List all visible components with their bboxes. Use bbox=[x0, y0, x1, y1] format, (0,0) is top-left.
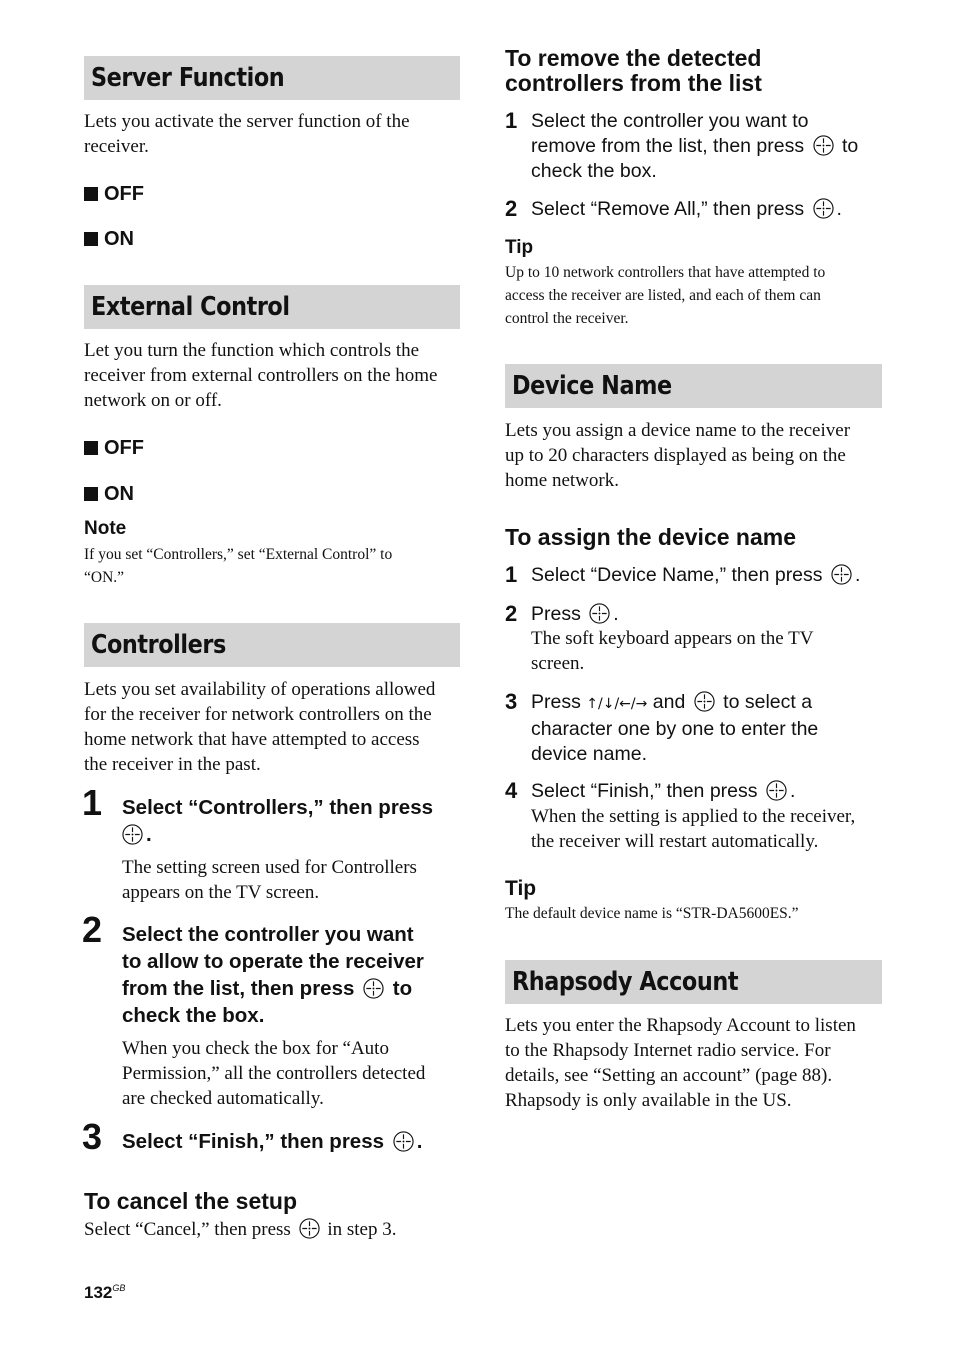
section-title: Server Function bbox=[91, 63, 285, 93]
assign-device-name-heading: To assign the device name bbox=[505, 524, 797, 550]
text-fragment: Select “Finish,” then press bbox=[531, 780, 758, 802]
text-line: character one by one to enter the bbox=[531, 718, 819, 740]
text-line: Lets you activate the server function of the bbox=[84, 111, 410, 132]
text-line: controllers from the list bbox=[505, 70, 762, 96]
text-line: Permission,” all the controllers detected bbox=[122, 1063, 426, 1084]
text-line: Select the controller you want to bbox=[531, 110, 809, 132]
text-fragment: and bbox=[652, 691, 686, 713]
text-fragment: . bbox=[789, 780, 796, 802]
text-line: are checked automatically. bbox=[122, 1088, 324, 1109]
option-label: OFF bbox=[104, 183, 144, 205]
text-line: The soft keyboard appears on the TV bbox=[531, 628, 814, 649]
note-text bbox=[84, 543, 460, 589]
option-label: ON bbox=[104, 483, 134, 505]
step-2-detail bbox=[122, 1036, 467, 1111]
text-fragment: Press bbox=[531, 691, 581, 713]
text-fragment: . bbox=[854, 564, 861, 586]
section-header-server-function bbox=[84, 56, 460, 100]
option-off bbox=[84, 436, 144, 460]
text-fragment: to select a bbox=[723, 691, 813, 713]
assign-step-4 bbox=[531, 779, 886, 804]
enter-button-icon bbox=[363, 978, 384, 999]
option-label: OFF bbox=[104, 437, 144, 459]
text-line: appears on the TV screen. bbox=[122, 882, 320, 903]
enter-button-icon bbox=[813, 198, 834, 219]
text-line: Select “Controllers,” then press bbox=[122, 796, 434, 819]
text-line: up to 20 characters displayed as being on the bbox=[505, 445, 846, 466]
section-header-controllers bbox=[84, 623, 460, 667]
enter-button-icon bbox=[831, 564, 852, 585]
text-fragment: Select “Finish,” then press bbox=[122, 1130, 385, 1153]
text-fragment: in step 3. bbox=[327, 1219, 397, 1240]
tip-text: The default device name is “STR-DA5600ES.” bbox=[505, 905, 799, 922]
enter-button-icon bbox=[122, 824, 143, 845]
page-number bbox=[84, 1283, 125, 1303]
text-line: to the Rhapsody Internet radio service. For bbox=[505, 1040, 831, 1061]
text-line: access the receiver are listed, and each of them can bbox=[505, 287, 821, 304]
text-line: details, see “Setting an account” (page 88). bbox=[505, 1065, 833, 1086]
assign-step-3 bbox=[531, 690, 886, 767]
remove-step-2 bbox=[531, 197, 886, 222]
step-number: 1 bbox=[82, 782, 103, 823]
text-line: screen. bbox=[531, 653, 585, 674]
step-number: 4 bbox=[505, 778, 518, 803]
text-fragment: . bbox=[836, 198, 842, 220]
remove-step-1 bbox=[531, 109, 886, 184]
text-line: If you set “Controllers,” set “External Control” to bbox=[84, 546, 393, 563]
step-number: 2 bbox=[505, 601, 518, 626]
device-name-description bbox=[505, 418, 882, 493]
enter-button-icon bbox=[589, 603, 610, 624]
text-fragment: from the list, then press bbox=[122, 977, 355, 1000]
text-fragment: . bbox=[416, 1130, 423, 1153]
text-line: To remove the detected bbox=[505, 45, 762, 71]
step-3-text bbox=[122, 1128, 467, 1155]
text-line: for the receiver for network controllers on the bbox=[84, 704, 432, 725]
text-line: control the receiver. bbox=[505, 310, 629, 327]
text-line: Select the controller you want bbox=[122, 923, 414, 946]
step-number: 3 bbox=[505, 689, 518, 714]
text-fragment: remove from the list, then press bbox=[531, 135, 805, 157]
text-line bbox=[122, 975, 467, 1002]
section-title: Rhapsody Account bbox=[512, 967, 739, 997]
external-control-description bbox=[84, 338, 460, 413]
text-line: Up to 10 network controllers that have attempted to bbox=[505, 264, 826, 281]
text-line bbox=[531, 134, 886, 159]
option-on bbox=[84, 227, 134, 251]
text-line: home network that have attempted to access bbox=[84, 729, 420, 750]
page-suffix: GB bbox=[112, 1283, 126, 1293]
step-2-text bbox=[122, 921, 467, 1029]
text-fragment: . bbox=[146, 823, 152, 846]
text-line: to allow to operate the receiver bbox=[122, 950, 424, 973]
enter-button-icon bbox=[813, 135, 834, 156]
text-fragment: to bbox=[392, 977, 413, 1000]
text-line: Rhapsody is only available in the US. bbox=[505, 1090, 792, 1111]
text-line: device name. bbox=[531, 743, 647, 765]
step-1-detail bbox=[122, 855, 467, 905]
step-number: 1 bbox=[505, 108, 518, 133]
enter-button-icon bbox=[694, 691, 715, 712]
text-line: Let you turn the function which controls the bbox=[84, 340, 420, 361]
tip-label: Tip bbox=[505, 237, 534, 258]
section-header-rhapsody-account bbox=[505, 960, 882, 1004]
step-number: 1 bbox=[505, 562, 518, 587]
note-label: Note bbox=[84, 518, 127, 539]
cancel-setup-text bbox=[84, 1217, 460, 1242]
enter-button-icon bbox=[393, 1131, 414, 1152]
text-line: receiver. bbox=[84, 136, 149, 157]
section-title: Controllers bbox=[91, 630, 226, 660]
enter-button-icon bbox=[766, 780, 787, 801]
square-bullet-icon bbox=[84, 187, 98, 201]
text-fragment: . bbox=[613, 603, 619, 625]
text-line: check the box. bbox=[531, 160, 657, 182]
text-line: network on or off. bbox=[84, 390, 222, 411]
square-bullet-icon bbox=[84, 441, 98, 455]
section-title: Device Name bbox=[512, 371, 672, 401]
text-line bbox=[531, 690, 886, 717]
text-fragment: Press bbox=[531, 603, 581, 625]
tip-text bbox=[505, 261, 890, 330]
text-line: When the setting is applied to the receiver, bbox=[531, 806, 856, 827]
text-line: The setting screen used for Controllers bbox=[122, 857, 417, 878]
assign-step-2 bbox=[531, 602, 886, 627]
text-line: receiver from external controllers on the home bbox=[84, 365, 438, 386]
text-fragment: Select “Device Name,” then press bbox=[531, 564, 823, 586]
assign-step-1 bbox=[531, 563, 886, 588]
text-line: “ON.” bbox=[84, 569, 125, 586]
arrow-keys-icon: ↑/↓/←/→ bbox=[586, 696, 648, 712]
server-function-description bbox=[84, 109, 460, 159]
step-number: 3 bbox=[82, 1116, 103, 1157]
text-line bbox=[122, 821, 467, 848]
controllers-description bbox=[84, 677, 460, 777]
tip-label: Tip bbox=[505, 877, 537, 900]
section-title: External Control bbox=[91, 292, 290, 322]
assign-step-4-detail bbox=[531, 804, 891, 854]
step-number: 2 bbox=[505, 196, 518, 221]
cancel-setup-heading: To cancel the setup bbox=[84, 1188, 298, 1214]
text-fragment: to bbox=[841, 135, 859, 157]
step-number: 2 bbox=[82, 909, 103, 950]
section-header-external-control bbox=[84, 285, 460, 329]
text-line: check the box. bbox=[122, 1004, 265, 1027]
section-header-device-name bbox=[505, 364, 882, 408]
option-off bbox=[84, 182, 144, 206]
text-line: Lets you assign a device name to the receiver bbox=[505, 420, 851, 441]
enter-button-icon bbox=[299, 1218, 320, 1239]
text-line: Lets you enter the Rhapsody Account to listen bbox=[505, 1015, 856, 1036]
text-fragment: Select “Cancel,” then press bbox=[84, 1219, 291, 1240]
text-line: home network. bbox=[505, 470, 619, 491]
text-line: When you check the box for “Auto bbox=[122, 1038, 389, 1059]
text-line: Lets you set availability of operations allowed bbox=[84, 679, 436, 700]
assign-step-2-detail bbox=[531, 626, 886, 676]
page-number-value: 132 bbox=[84, 1283, 113, 1302]
square-bullet-icon bbox=[84, 487, 98, 501]
square-bullet-icon bbox=[84, 232, 98, 246]
step-1-text bbox=[122, 794, 467, 848]
option-label: ON bbox=[104, 228, 134, 250]
text-line: the receiver in the past. bbox=[84, 754, 261, 775]
rhapsody-description bbox=[505, 1013, 885, 1113]
remove-controllers-heading bbox=[505, 46, 882, 96]
text-fragment: Select “Remove All,” then press bbox=[531, 198, 805, 220]
text-line: the receiver will restart automatically. bbox=[531, 831, 819, 852]
option-on bbox=[84, 482, 134, 506]
